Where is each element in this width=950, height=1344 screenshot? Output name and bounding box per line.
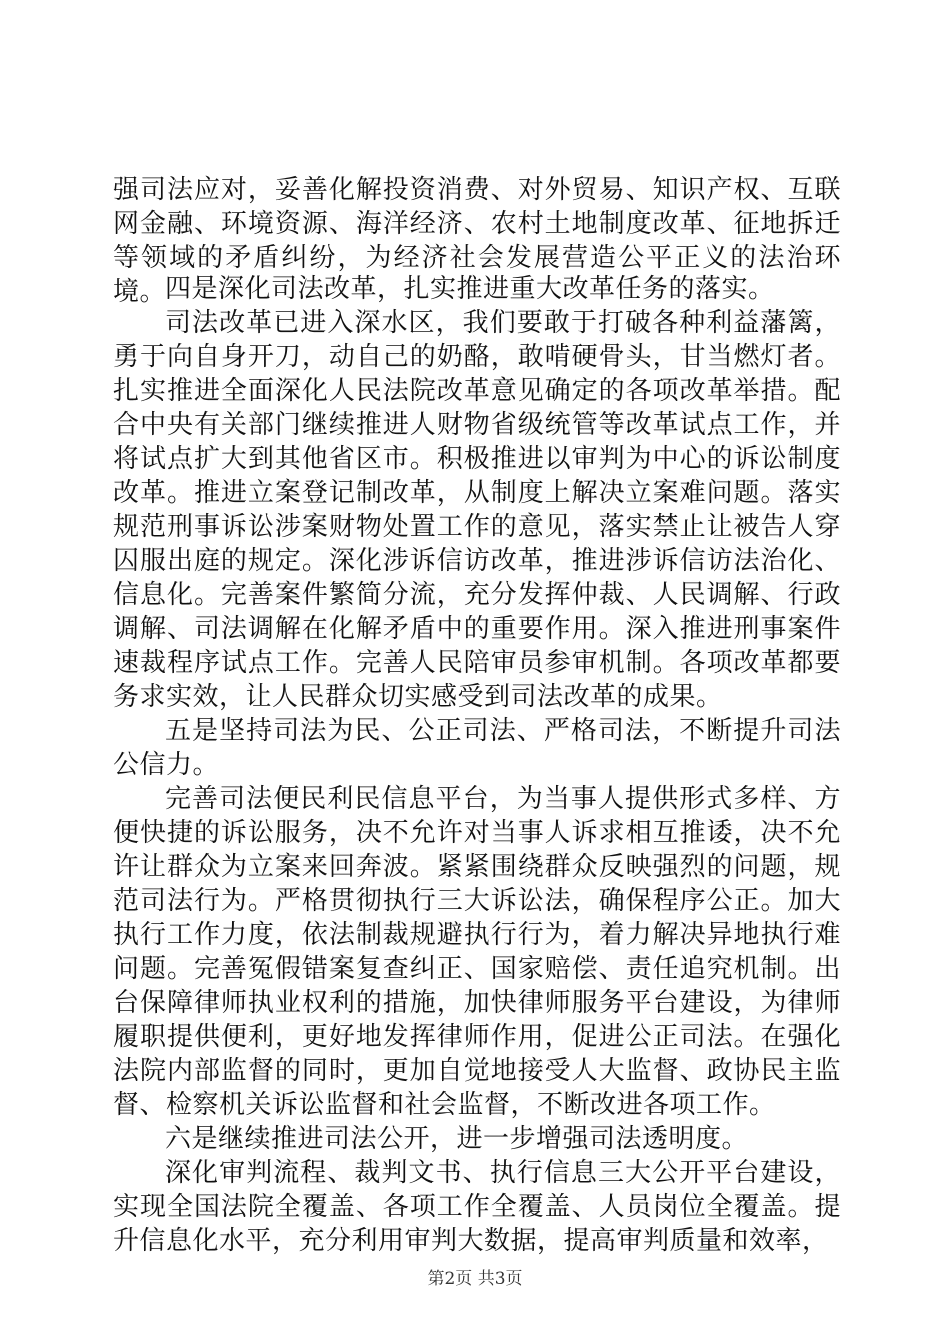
section-heading-five: 五是坚持司法为民、公正司法、严格司法，不断提升司法公信力。 <box>113 716 841 780</box>
section-heading-four: 四是深化司法改革，扎实推进重大改革任务的落实。 <box>165 274 775 304</box>
text-block-main <box>113 272 841 1258</box>
paragraph-judicial-reform: 司法改革已进入深水区，我们要敢于打破各种利益藩篱，勇于向自身开刀，动自己的奶酪，敢啃硬骨头，甘当燃灯者。扎实推进全面深化人民法院改革意见确定的各项改革举措。配合中央有关部门继续推进人财物省级统管等改革试点工作，并将试点扩大到其他省区市。积极推进以审判为中心的诉讼制度改革。推进立案登记制改革，从制度上解决立案难问题。落实规范刑事诉讼涉案财物处置工作的意见，落实禁止让被告人穿囚服出庭的规定。深化涉诉信访改革，推进涉诉信访法治化、信息化。完善案件繁简分流，充分发挥仲裁、人民调解、行政调解、司法调解在化解矛盾中的重要作用。深入推进刑事案件速裁程序试点工作。完善人民陪审员参审机制。各项改革都要务求实效，让人民群众切实感受到司法改革的成果。 <box>113 308 841 712</box>
paragraph-continuation: 强司法应对，妥善化解投资消费、对外贸易、知识产权、互联网金融、环境资源、海洋经济、农村土地制度改革、征地拆迁等领域的矛盾纠纷，为经济社会发展营造公平正义的法治环境。 <box>113 175 841 307</box>
paragraph-justice-for-people: 完善司法便民利民信息平台，为当事人提供形式多样、方便快捷的诉讼服务，决不允许对当事人诉求相互推诿，决不允许让群众为立案来回奔波。紧紧围绕群众反映强烈的问题，规范司法行为。严格贯彻执行三大诉讼法，确保程序公正。加大执行工作力度，依法制裁规避执行行为，着力解决异地执行难问题。完善冤假错案复查纠正、国家赔偿、责任追究机制。出台保障律师执业权利的措施，加快律师服务平台建设，为律师履职提供便利，更好地发挥律师作用，促进公正司法。在强化法院内部监督的同时，更加自觉地接受人大监督、政协民主监督、检察机关诉讼监督和社会监督，不断改进各项工作。 <box>113 784 841 1120</box>
paragraph-judicial-openness: 深化审判流程、裁判文书、执行信息三大公开平台建设，实现全国法院全覆盖、各项工作全覆盖、人员岗位全覆盖。提升信息化水平，充分利用审判大数据，提高审判质量和效率， <box>113 1158 841 1256</box>
page-footer: 第2页 共3页 <box>427 1269 523 1289</box>
section-heading-six: 六是继续推进司法公开，进一步增强司法透明度。 <box>165 1124 749 1154</box>
